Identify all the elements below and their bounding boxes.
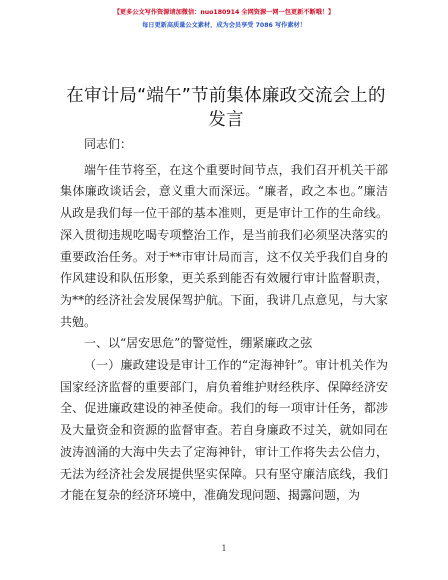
subsection-paragraph: （一）廉政建设是审计工作的“定海神针”。审计机关作为国家经济监督的重要部门，肩负着维护财经秩序、保障经济安全、促进廉政建设的神圣使命。我们的每一项审计任务，都涉及大量资金和资源的监督审查。若自身廉政不过关，就如同在波涛汹涌的大海中失去了定海神针，审计工作将失去公信力，无法为经济社会发展提供坚实保障。只有坚守廉洁底线，我们才能在复杂的经济环境中，准确发现问题、揭露问题，为 [60, 358, 388, 503]
promo-banner-line-2: 每日更新高质量公文素材，成为会员享受 7086 写作素材！ [142, 22, 306, 29]
body-paragraph: 端午佳节将至，在这个重要时间节点，我们召开机关干部集体廉政谈话会，意义重大而深远。“廉者，政之本也。”廉洁从政是我们每一位干部的基本准则，更是审计工作的生命线。深入贯彻违规吃喝专项整治工作，是当前我们必须坚决落实的重要政治任务。对于**市审计局而言，这不仅关乎我们自身的作风建设和队伍形象，更关系到能否有效履行审计监督职责，为**的经济社会发展保驾护航。下面，我讲几点意见，与大家共勉。 [60, 162, 388, 329]
document-body [60, 134, 388, 507]
document-title: 在审计局“端午”节前集体廉政交流会上的发言 [66, 86, 386, 130]
section-heading: 一、以“居安思危”的警觉性，绷紧廉政之弦 [84, 336, 313, 351]
page-number: 1 [221, 544, 227, 553]
salutation: 同志们： [84, 137, 133, 151]
promo-banner-line-1: 【更多公文写作资源请加微信：nuo180914 全网资源一网一包更新不断哦！】 [113, 9, 335, 16]
